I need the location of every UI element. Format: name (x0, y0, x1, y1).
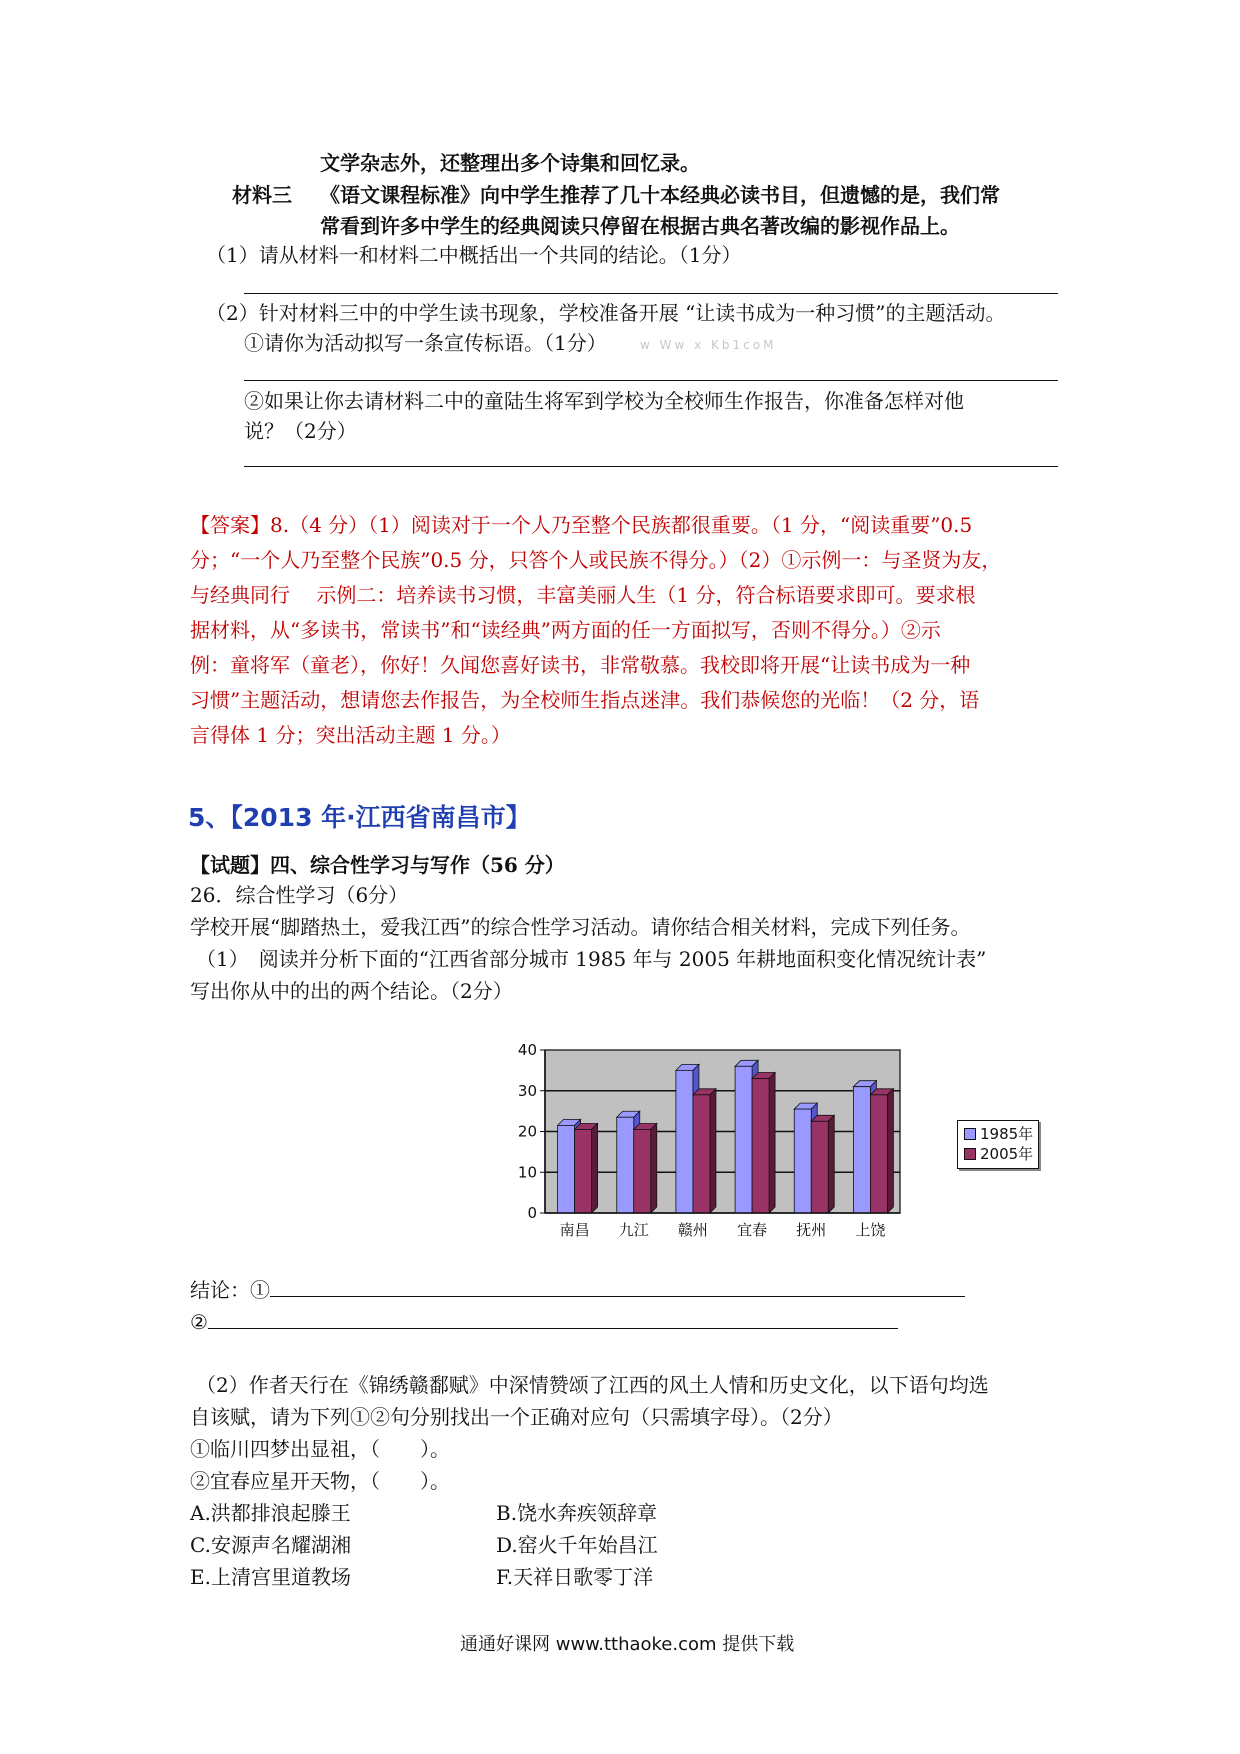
bar-2005年-抚州 (811, 1121, 828, 1213)
bar-side (887, 1089, 893, 1213)
bar-1985年-南昌 (558, 1125, 575, 1213)
material-line: 文学杂志外，还整理出多个诗集和回忆录。 (320, 151, 700, 175)
bar-1985年-上饶 (853, 1087, 870, 1213)
blank-question-2: ②宜春应星开天物，（ ）。 (190, 1469, 450, 1493)
bar-side (710, 1089, 716, 1213)
section-heading: 5、【2013 年·江西省南昌市】 (188, 803, 531, 832)
answer-line-2: 分；“一个人乃至整个民族”0.5 分，只答个人或民族不得分。）（2）①示例一：与圣贤为友， (190, 548, 1002, 572)
material3-label: 材料三 (232, 183, 292, 207)
answer-line-4: 据材料，从“多读书，常读书”和“读经典”两方面的任一方面拟写，否则不得分。）②示 (190, 618, 941, 642)
conclusion-2-blank (208, 1310, 898, 1329)
legend-swatch (964, 1148, 976, 1160)
answer-line (244, 466, 1058, 467)
bar-2005年-上饶 (870, 1095, 887, 1213)
subquestion-1: （1） 阅读并分析下面的“江西省部分城市 1985 年与 2005 年耕地面积变化情况统计表” (196, 947, 987, 971)
conclusion-label: 结论：① (190, 1278, 270, 1302)
legend-item-1985 (964, 1124, 1033, 1144)
answer-line (244, 380, 1058, 381)
material3-text: 《语文课程标准》向中学生推荐了几十本经典必读书目，但遗憾的是，我们常 (320, 183, 1000, 207)
bar-side (651, 1123, 657, 1213)
x-tick-label: 九江 (618, 1221, 649, 1239)
question-2-2-cont: 说？（2分） (244, 419, 357, 443)
answer-line (244, 293, 1058, 294)
answer-line-6: 习惯”主题活动，想请您去作报告，为全校师生指点迷津。我们恭候您的光临！（2 分，语 (190, 688, 980, 712)
material3-text-cont: 常看到许多中学生的经典阅读只停留在根据古典名著改编的影视作品上。 (320, 214, 960, 238)
conclusion-2-label: ② (190, 1310, 208, 1334)
watermark: w Ww x Kb1coM (640, 338, 777, 352)
bar-1985年-宜春 (735, 1066, 752, 1213)
bar-2005年-赣州 (693, 1095, 710, 1213)
y-tick-label: 10 (517, 1163, 537, 1182)
bar-1985年-抚州 (794, 1109, 811, 1213)
option-d: D.窑火千年始昌江 (496, 1533, 658, 1557)
option-c: C.安源声名耀湖湘 (190, 1533, 351, 1557)
option-a: A.洪都排浪起滕王 (190, 1501, 351, 1525)
legend-label: 2005年 (980, 1145, 1034, 1163)
bar-2005年-南昌 (575, 1129, 592, 1213)
option-e: E.上清宫里道教场 (190, 1565, 351, 1589)
subquestion-1-cont: 写出你从中的出的两个结论。（2分） (190, 979, 513, 1003)
subquestion-2-cont: 自该赋，请为下列①②句分别找出一个正确对应句（只需填字母）。（2分） (190, 1405, 843, 1429)
page-footer: 通通好课网 www.tthaoke.com 提供下载 (460, 1634, 795, 1655)
x-tick-label: 上饶 (855, 1221, 886, 1239)
x-tick-label: 南昌 (559, 1221, 590, 1239)
subquestion-2: （2）作者天行在《锦绣赣鄱赋》中深情赞颂了江西的风土人情和历史文化，以下语句均选 (196, 1373, 989, 1397)
bar-side (592, 1123, 598, 1213)
question-2-1: ①请你为活动拟写一条宣传标语。（1分） (244, 331, 607, 355)
question-1: （1）请从材料一和材料二中概括出一个共同的结论。（1分） (206, 243, 742, 267)
farmland-bar-chart (500, 1030, 920, 1250)
legend-label: 1985年 (980, 1125, 1034, 1143)
answer-line-3: 与经典同行 示例二：培养读书习惯，丰富美丽人生（1 分，符合标语要求即可。要求根 (190, 583, 976, 607)
question-2: （2）针对材料三中的中学生读书现象，学校准备开展 “让读书成为一种习惯”的主题活动。 (206, 301, 1006, 325)
question-2-2: ②如果让你去请材料二中的童陆生将军到学校为全校师生作报告，你准备怎样对他 (244, 389, 964, 413)
blank-question-1: ①临川四梦出显祖，（ ）。 (190, 1437, 450, 1461)
y-tick-label: 20 (517, 1122, 537, 1141)
conclusion-1-blank (270, 1278, 965, 1297)
bar-1985年-九江 (617, 1117, 634, 1213)
conclusion-2 (190, 1307, 898, 1337)
x-tick-label: 宜春 (737, 1221, 768, 1239)
section-title: 【试题】四、综合性学习与写作（56 分） (190, 853, 565, 877)
bar-2005年-宜春 (752, 1079, 769, 1213)
bar-1985年-赣州 (676, 1070, 693, 1213)
option-f: F.天祥日歌零丁洋 (496, 1565, 654, 1589)
answer-line-5: 例：童将军（童老），你好！久闻您喜好读书，非常敬慕。我校即将开展“让读书成为一种 (190, 653, 971, 677)
conclusion-1 (190, 1275, 965, 1305)
bar-side (769, 1073, 775, 1213)
legend-item-2005 (964, 1144, 1033, 1164)
bar-side (828, 1115, 834, 1213)
x-tick-label: 抚州 (796, 1221, 827, 1239)
answer-line-1: 【答案】8.（4 分）（1）阅读对于一个人乃至整个民族都很重要。（1 分，“阅读重要”0.5 (190, 513, 973, 537)
x-tick-label: 赣州 (677, 1221, 708, 1239)
answer-line-7: 言得体 1 分；突出活动主题 1 分。） (190, 723, 511, 747)
chart-legend (957, 1120, 1039, 1169)
option-b: B.饶水奔疾领辞章 (496, 1501, 658, 1525)
question-26-intro: 学校开展“脚踏热土，爱我江西”的综合性学习活动。请你结合相关材料，完成下列任务。 (190, 915, 971, 939)
legend-swatch (964, 1128, 976, 1140)
bar-2005年-九江 (634, 1129, 651, 1213)
y-tick-label: 40 (517, 1041, 537, 1059)
question-26: 26．综合性学习（6分） (190, 883, 409, 907)
y-tick-label: 30 (517, 1081, 537, 1100)
y-tick-label: 0 (527, 1204, 537, 1222)
